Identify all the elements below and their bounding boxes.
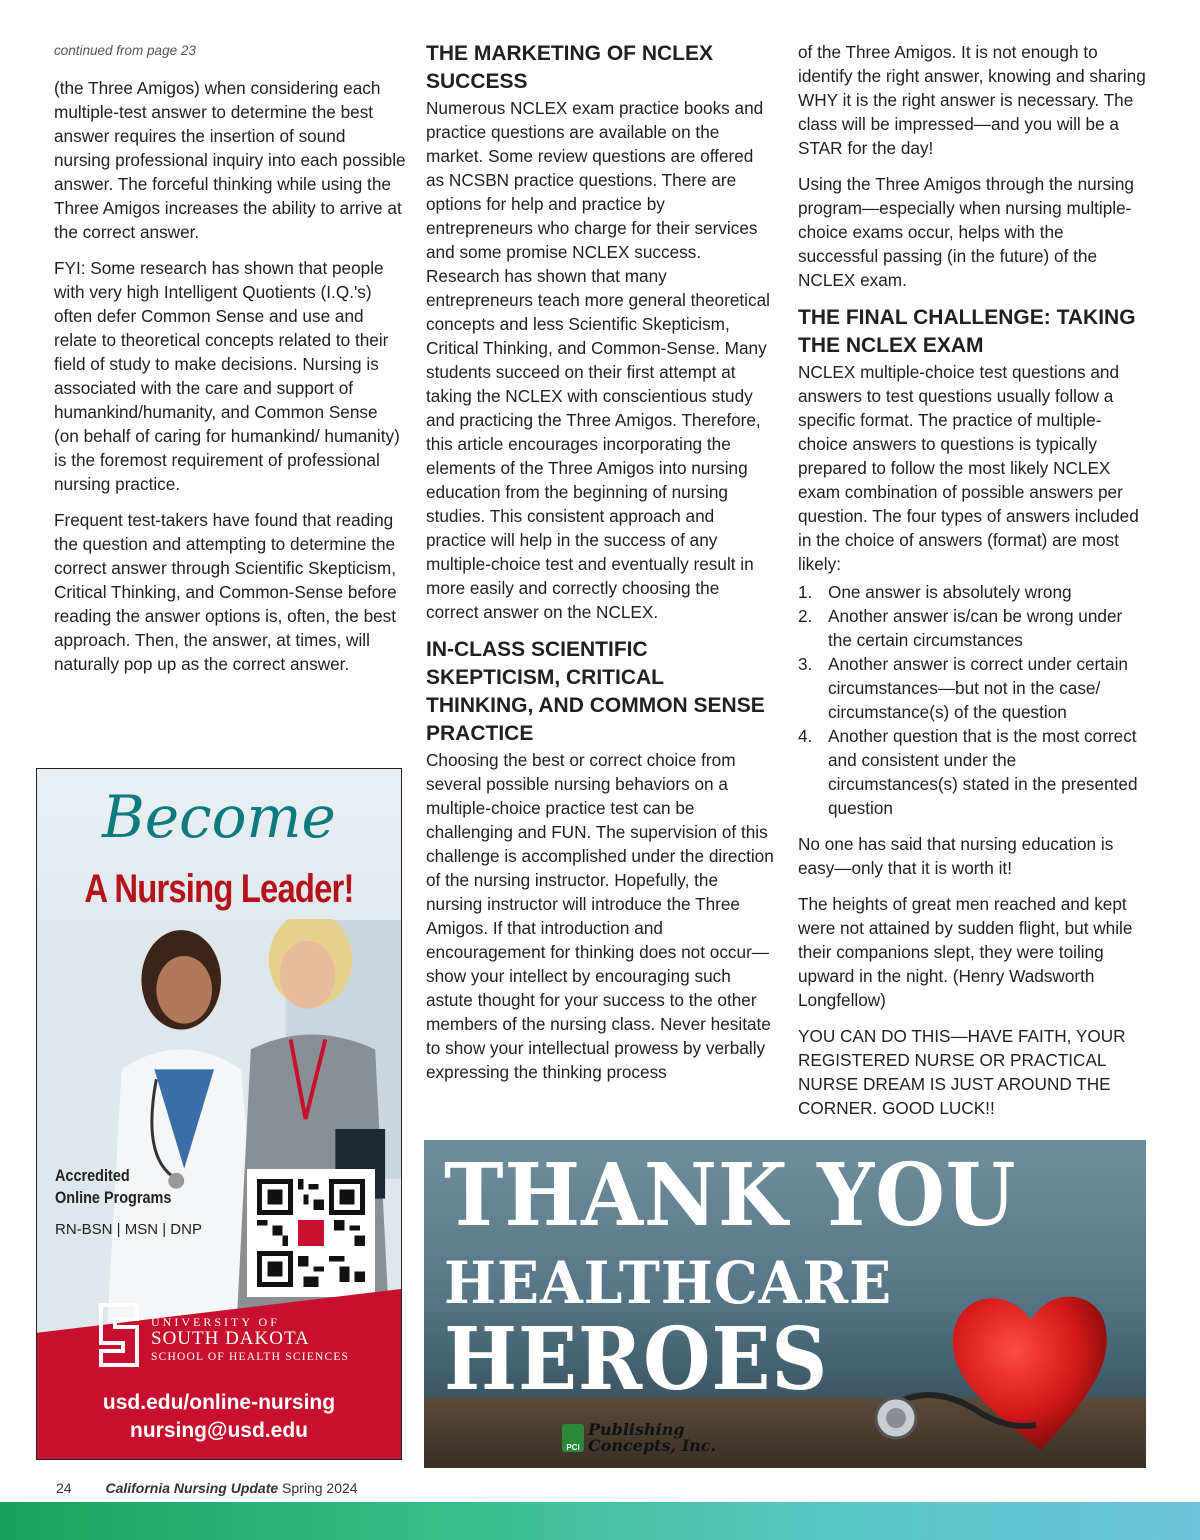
ad-headline: A Nursing Leader! <box>84 867 354 911</box>
programs-list: RN-BSN | MSN | DNP <box>55 1221 202 1238</box>
page-number: 24 <box>56 1480 72 1496</box>
qr-code[interactable] <box>247 1169 375 1297</box>
pci-logo-icon: PCI <box>562 1424 584 1452</box>
paragraph: Using the Three Amigos through the nursing program—especially when nursing multiple-choice exams occur, helps with the successful passing (in the future) of the NCLEX exam. <box>798 174 1134 290</box>
answer-types-list <box>798 580 1148 820</box>
paragraph: Numerous NCLEX exam practice books and practice questions are available on the market. Some review questions are offered as NCSBN practice questions. There are options for help and practice by entrepreneurs who charge for their services and some promise NCLEX success. Research has shown that many entrepreneurs teach more general theoretical concepts and less Scientific Skepticism, Critical Thinking, and Common-Sense. Many students succeed on their first attempt at taking the NCLEX with conscientious study and practicing the Three Amigos. Therefore, this article encourages incorporating the elements of the Three Amigos into nursing education from the beginning of nursing studies. This consistent approach and practice will help in the success of any multiple-choice test and eventually result in more easily and correctly choosing the correct answer on the NCLEX. <box>426 98 770 622</box>
heart-stethoscope-icon <box>866 1260 1136 1460</box>
paragraph: Frequent test-takers have found that reading the question and attempting to determine the correct answer through Scientific Skepticism, Critical Thinking, and Common-Sense before reading the answer options is, often, the best approach. Then, the answer, at times, will naturally pop up as the correct answer. <box>54 510 397 674</box>
paragraph: Choosing the best or correct choice from several possible nursing behaviors on a multiple-choice practice test can be challenging and FUN. The supervision of this challenge is accomplished under the direction of the nursing instructor. Hopefully, the nursing instructor will introduce the Three Amigos. If that introduction and encouragement for thinking does not occur—show your intellect by encouraging such astute thought for your success to the other members of the nursing class. Never hesitate to show your intellectual prowess by verbally expressing the thinking process <box>426 750 774 1082</box>
continued-note: continued from page 23 <box>54 43 196 58</box>
section-heading: THE MARKETING OF NCLEX SUCCESS <box>426 42 713 93</box>
ad-become-script: Become <box>102 783 336 851</box>
magazine-title: California Nursing Update <box>105 1480 279 1496</box>
pci-logo: PCI Publishing Concepts, Inc. <box>562 1422 716 1454</box>
thank-you-heroes-advertisement <box>424 1140 1146 1468</box>
university-name: SOUTH DAKOTA <box>151 1328 310 1349</box>
quote-paragraph: The heights of great men reached and kept were not attained by sudden flight, but while their companions slept, they were toiling upward in the night. (Henry Wadsworth Longfellow) <box>798 894 1133 1010</box>
section-heading: IN-CLASS SCIENTIFIC SKEPTICISM, CRITICAL THINKING, AND COMMON SENSE PRACTICE <box>426 638 765 745</box>
paragraph: No one has said that nursing education is easy—only that it is worth it! <box>798 834 1114 878</box>
paragraph: FYI: Some research has shown that people with very high Intelligent Quotients (I.Q.'s) often defer Common Sense and use and relate to theoretical concepts related to their field of study to make decisions. Nursing is associated with the care and support of humankind/humanity, and Common Sense (on behalf of caring for humankind/ humanity) is the foremost requirement of professional nursing practice. <box>54 258 400 494</box>
usd-nursing-advertisement[interactable] <box>36 768 402 1460</box>
section-heading: THE FINAL CHALLENGE: TAKING THE NCLEX EXAM <box>798 306 1136 357</box>
accredited-label: Accredited Online Programs <box>55 1166 172 1207</box>
ad-line-thank-you: THANK YOU <box>444 1145 1017 1246</box>
footer-color-bar <box>0 1502 1200 1540</box>
issue-label: Spring 2024 <box>278 1480 358 1496</box>
list-item: 4. Another question that is the most correct and consistent under the circumstances(s) stated in the presented question <box>798 726 1138 818</box>
paragraph: (the Three Amigos) when considering each multiple-test answer to determine the best answer requires the insertion of sound nursing professional inquiry into each possible answer. The forceful thinking while using the Three Amigos increases the ability to arrive at the correct answer. <box>54 78 406 242</box>
usd-logo-icon <box>93 1301 145 1369</box>
paragraph: of the Three Amigos. It is not enough to identify the right answer, knowing and sharing WHY it is the right answer is necessary. The class will be impressed—and you will be a STAR for the day! <box>798 42 1146 158</box>
university-label: UNIVERSITY OF <box>151 1315 280 1329</box>
paragraph: NCLEX multiple-choice test questions and answers to test questions usually follow a specific format. The practice of multiple-choice answers to questions is typically prepared to follow the most likely NCLEX exam combination of possible answers per question. The four types of answers included in the choice of answers (format) are most likely: <box>798 362 1139 574</box>
article-column-3 <box>798 40 1148 1132</box>
page-footer <box>56 1480 358 1496</box>
list-item: 1. One answer is absolutely wrong <box>798 582 1072 602</box>
ad-email-link[interactable]: nursing@usd.edu <box>130 1419 308 1442</box>
ad-url-link[interactable]: usd.edu/online-nursing <box>102 1391 336 1414</box>
article-column-1 <box>54 40 406 688</box>
closing-paragraph: YOU CAN DO THIS—HAVE FAITH, YOUR REGISTERED NURSE OR PRACTICAL NURSE DREAM IS JUST AROUND THE CORNER. GOOD LUCK!! <box>798 1026 1126 1118</box>
ad-line-healthcare: HEALTHCARE <box>444 1249 893 1317</box>
school-name: SCHOOL OF HEALTH SCIENCES <box>151 1351 350 1363</box>
ad-line-heroes: HEROES <box>444 1309 829 1410</box>
qr-code-icon <box>257 1179 365 1287</box>
article-column-2 <box>426 40 776 1096</box>
list-item: 3. Another answer is correct under certain circumstances—but not in the case/ circumstance(s) of the question <box>798 654 1128 722</box>
list-item: 2. Another answer is/can be wrong under the certain circumstances <box>798 606 1123 650</box>
